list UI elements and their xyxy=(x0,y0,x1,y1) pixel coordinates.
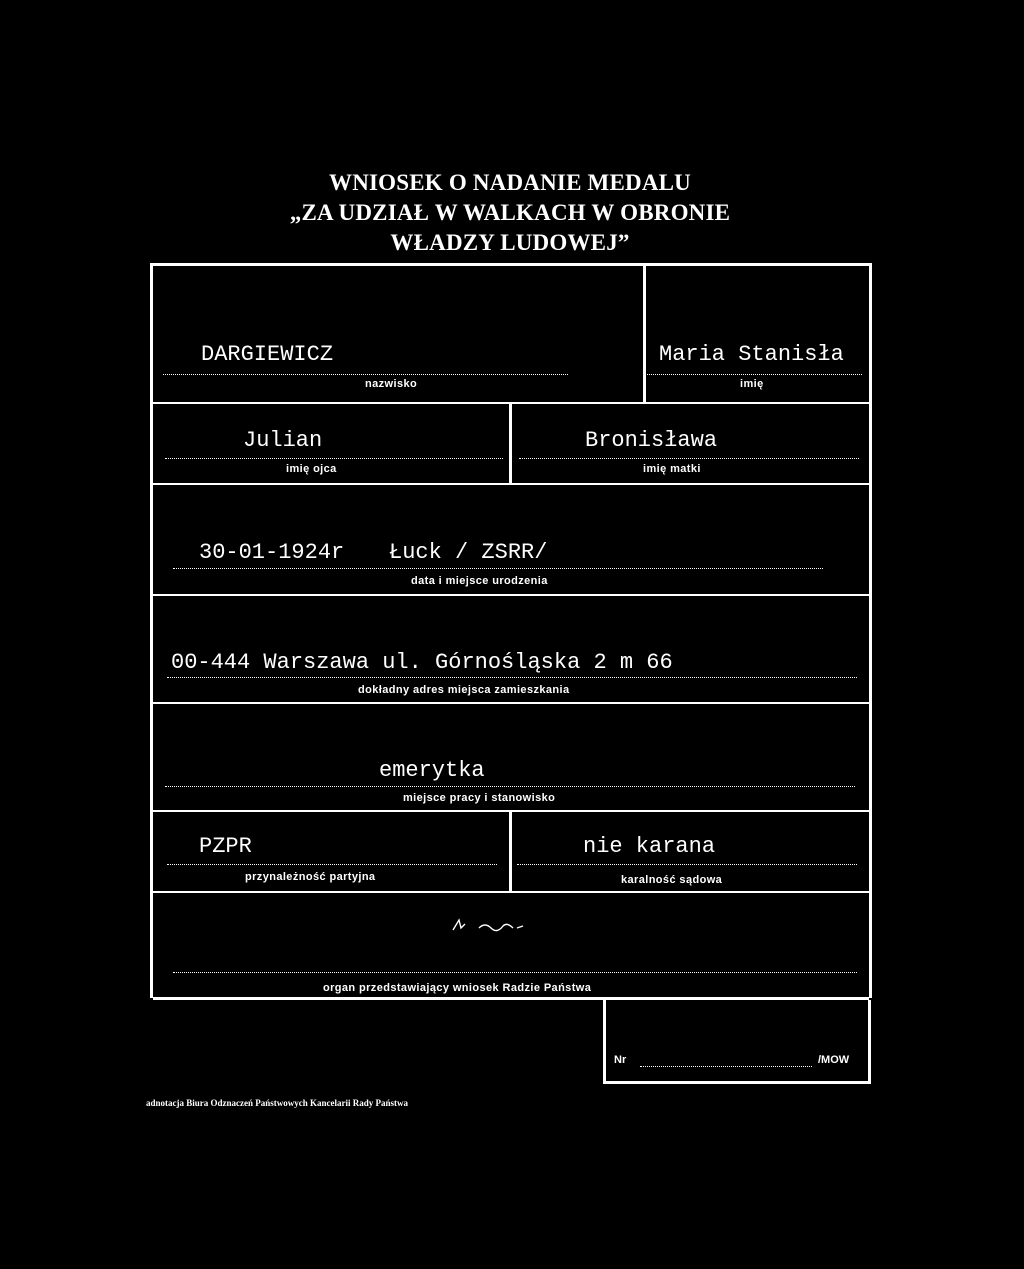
divider-row1 xyxy=(643,266,646,404)
surname-value[interactable]: DARGIEWICZ xyxy=(201,342,334,367)
birth-line xyxy=(173,568,823,569)
party-caption: przynależność partyjna xyxy=(245,871,376,883)
divider-row2 xyxy=(509,404,512,484)
nr-label: Nr xyxy=(614,1054,627,1066)
nr-suffix: /MOW xyxy=(818,1054,850,1066)
address-value[interactable]: 00-444 Warszawa ul. Górnośląska 2 m 66 xyxy=(171,650,673,675)
title-line-3: WŁADZY LUDOWEJ” xyxy=(390,230,630,255)
row-divider-2 xyxy=(153,483,869,485)
party-line xyxy=(167,864,497,865)
organ-caption: organ przedstawiający wniosek Radzie Państwa xyxy=(323,982,592,994)
row-divider-3 xyxy=(153,594,869,596)
birth-place-value[interactable]: Łuck / ZSRR/ xyxy=(389,540,548,565)
record-caption: karalność sądowa xyxy=(621,874,723,886)
footnote: adnotacja Biura Odznaczeń Państwowych Kancelarii Rady Państwa xyxy=(146,1098,408,1108)
nr-line[interactable] xyxy=(640,1066,812,1067)
birth-caption: data i miejsce urodzenia xyxy=(411,575,548,587)
first-names-caption: imię xyxy=(740,378,764,390)
workplace-caption: miejsce pracy i stanowisko xyxy=(403,792,556,804)
first-names-value[interactable]: Maria Stanisła xyxy=(659,342,844,367)
document-title xyxy=(150,168,870,258)
mother-name-line xyxy=(519,458,859,459)
address-caption: dokładny adres miejsca zamieszkania xyxy=(358,684,570,696)
record-value[interactable]: nie karana xyxy=(583,834,716,859)
workplace-value[interactable]: emerytka xyxy=(379,758,485,783)
father-name-line xyxy=(165,458,503,459)
mother-name-caption: imię matki xyxy=(643,463,701,475)
birth-date-value[interactable]: 30-01-1924r xyxy=(199,540,345,565)
organ-line xyxy=(173,972,857,973)
row-divider-6 xyxy=(153,891,869,893)
row-divider-4 xyxy=(153,702,869,704)
address-line xyxy=(167,677,857,678)
father-name-caption: imię ojca xyxy=(286,463,337,475)
signature-scribble-icon xyxy=(451,916,541,938)
title-line-2: „ZA UDZIAŁ W WALKACH W OBRONIE xyxy=(289,200,731,225)
registry-number-box xyxy=(603,1000,871,1084)
mother-name-value[interactable]: Bronisława xyxy=(585,428,718,453)
surname-caption: nazwisko xyxy=(365,378,418,390)
divider-row6 xyxy=(509,812,512,892)
workplace-line xyxy=(165,786,855,787)
title-line-1: WNIOSEK O NADANIE MEDALU xyxy=(329,170,691,195)
surname-line xyxy=(163,374,568,375)
father-name-value[interactable]: Julian xyxy=(243,428,323,453)
first-names-line xyxy=(647,374,862,375)
application-form xyxy=(150,263,872,998)
party-value[interactable]: PZPR xyxy=(199,834,252,859)
record-line xyxy=(517,864,857,865)
